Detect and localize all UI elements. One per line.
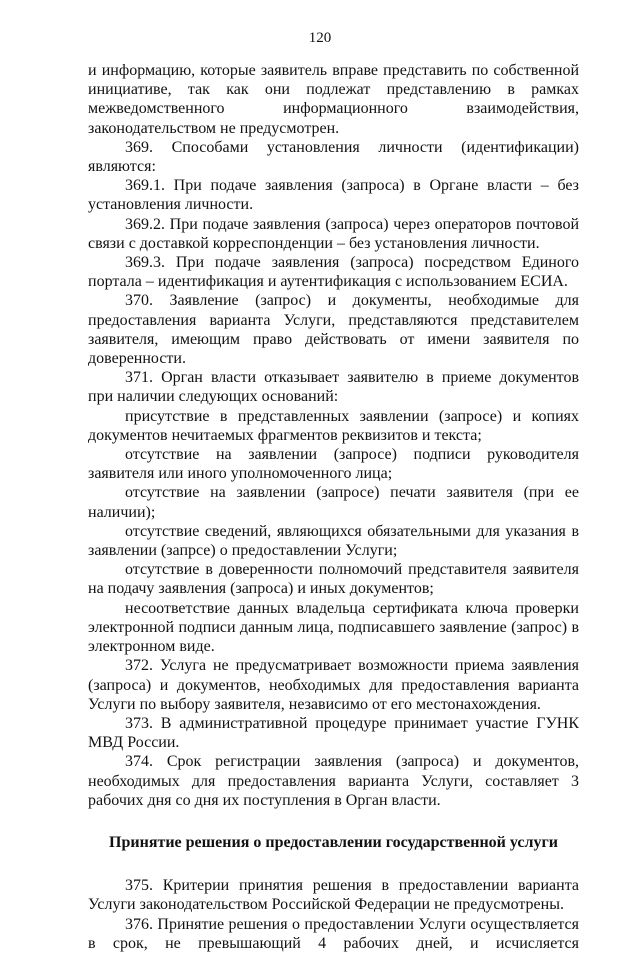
list-item-no-signature: отсутствие на заявлении (запросе) подписи руководителя заявителя или иного уполномоченного лица; bbox=[88, 446, 579, 483]
paragraph-369-1: 369.1. При подаче заявления (запроса) в Органе власти – без установления личности. bbox=[88, 177, 579, 214]
paragraph-370: 370. Заявление (запрос) и документы, необходимые для предоставления варианта Услуги, представляются представителем заявителя, имеющим право действовать от имени заявителя по доверенности. bbox=[88, 292, 579, 368]
section-heading: Принятие решения о предоставлении государственной услуги bbox=[109, 833, 558, 851]
list-item-certificate-mismatch: несоответствие данных владельца сертификата ключа проверки электронной подписи данным лица, подписавшего заявление (запрос) в электронном виде. bbox=[88, 599, 579, 656]
paragraph-372: 372. Услуга не предусматривает возможности приема заявления (запроса) и документов, необходимых для предоставления варианта Услуги по выбору заявителя, независимо от его местонахождения. bbox=[88, 657, 579, 713]
paragraph-continuation: и информацию, которые заявитель вправе представить по собственной инициативе, так как они подлежат представлению в рамках межведомственного информационного взаимодействия, законодательством не предусмотрен. bbox=[88, 62, 579, 137]
page-number: 120 bbox=[308, 30, 332, 46]
paragraph-369-3: 369.3. При подаче заявления (запроса) посредством Единого портала – идентификация и аутентификация с использованием ЕСИА. bbox=[88, 254, 579, 291]
paragraph-369-2: 369.2. При подаче заявления (запроса) через операторов почтовой связи с доставкой корреспонденции – без установления личности. bbox=[88, 215, 579, 252]
list-item-missing-info: отсутствие сведений, являющихся обязательными для указания в заявлении (запрсе) о предоставлении Услуги; bbox=[88, 522, 579, 560]
list-item-no-seal: отсутствие на заявлении (запросе) печати заявителя (при ее наличии); bbox=[88, 484, 579, 521]
paragraph-376: 376. Принятие решения о предоставлении Услуги осуществляется в срок, не превышающий 4 рабочих дней, и исчисляется bbox=[88, 915, 579, 952]
list-item-no-authority: отсутствие в доверенности полномочий представителя заявителя на подачу заявления (запроса) и иных документов; bbox=[88, 561, 579, 598]
paragraph-369: 369. Способами установления личности (идентификации) являются: bbox=[88, 138, 579, 176]
list-item-unreadable-fragments: присутствие в представленных заявлении (запросе) и копиях документов нечитаемых фрагментов реквизитов и текста; bbox=[88, 407, 579, 444]
paragraph-375: 375. Критерии принятия решения в предоставлении варианта Услуги законодательством Российской Федерации не предусмотрены. bbox=[88, 877, 579, 914]
paragraph-373: 373. В административной процедуре принимает участие ГУНК МВД России. bbox=[88, 714, 579, 752]
document-body bbox=[88, 61, 579, 953]
paragraph-374: 374. Срок регистрации заявления (запроса) и документов, необходимых для предоставления варианта Услуги, составляет 3 рабочих дня со дня их поступления в Орган власти. bbox=[88, 753, 579, 809]
paragraph-371: 371. Орган власти отказывает заявителю в приеме документов при наличии следующих оснований: bbox=[88, 369, 579, 406]
